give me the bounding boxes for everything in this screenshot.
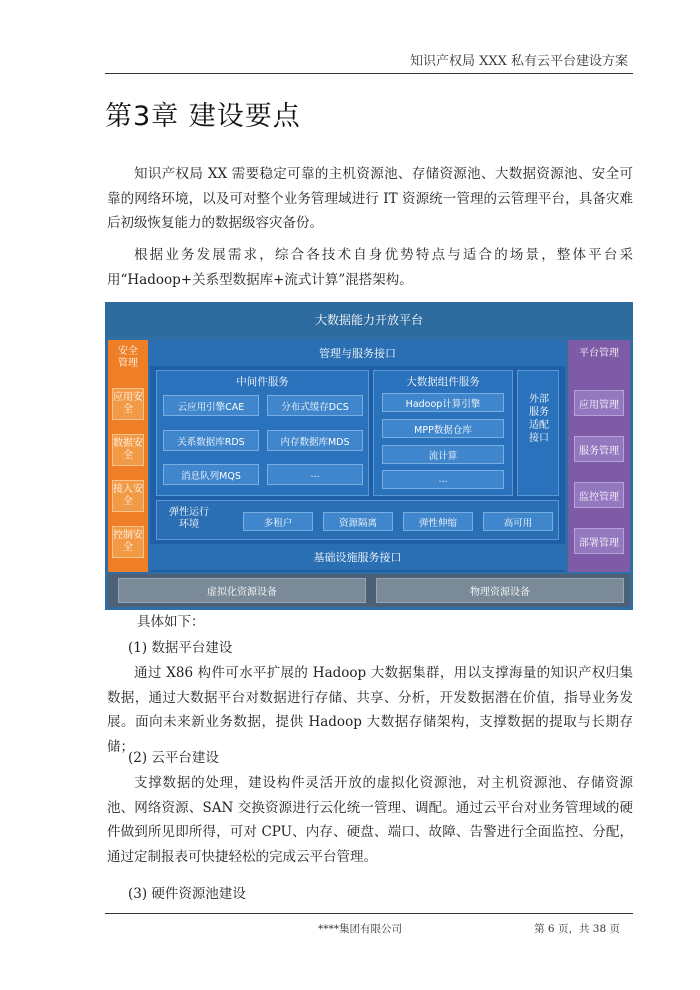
diagram-top-bar: 大数据能力开放平台 bbox=[105, 302, 633, 337]
elastic-item: 资源隔离 bbox=[323, 512, 393, 531]
chapter-title: 第3章 建设要点 bbox=[105, 101, 301, 132]
elastic-item: 多租户 bbox=[243, 512, 313, 531]
security-management-title: 安全管理 bbox=[118, 346, 138, 369]
bigdata-item: Hadoop计算引擎 bbox=[382, 393, 504, 412]
bigdata-title: 大数据组件服务 bbox=[406, 376, 480, 388]
middleware-item: ... bbox=[267, 464, 363, 485]
intro-line: 具体如下： bbox=[137, 614, 205, 630]
security-item: 控制安全 bbox=[112, 526, 144, 558]
section-heading-3: (3) 硬件资源池建设 bbox=[128, 886, 246, 902]
elastic-runtime-row bbox=[156, 500, 559, 540]
platform-management-column bbox=[568, 340, 630, 572]
platform-item: 部署管理 bbox=[574, 528, 624, 554]
elastic-item: 弹性伸缩 bbox=[403, 512, 473, 531]
architecture-diagram bbox=[105, 302, 633, 610]
platform-item: 应用管理 bbox=[574, 390, 624, 416]
elastic-item: 高可用 bbox=[483, 512, 553, 531]
bigdata-panel bbox=[373, 370, 513, 496]
management-service-interface: 管理与服务接口 bbox=[150, 340, 565, 366]
header-rule bbox=[105, 73, 633, 74]
platform-item: 服务管理 bbox=[574, 436, 624, 462]
external-adapter-label: 外部服务适配接口 bbox=[529, 394, 549, 444]
middleware-item: 关系数据库RDS bbox=[163, 430, 259, 451]
security-item: 应用安全 bbox=[112, 388, 144, 420]
bigdata-item: MPP数据仓库 bbox=[382, 419, 504, 438]
middleware-item: 分布式缓存DCS bbox=[267, 395, 363, 416]
middleware-item: 消息队列MQS bbox=[163, 464, 259, 485]
section-heading-1: (1) 数据平台建设 bbox=[128, 640, 233, 656]
security-item: 数据安全 bbox=[112, 434, 144, 466]
bigdata-item: 流计算 bbox=[382, 445, 504, 464]
physical-resource-devices: 物理资源设备 bbox=[376, 578, 624, 603]
page-header-title: 知识产权局 XXX 私有云平台建设方案 bbox=[409, 54, 628, 69]
platform-management-title: 平台管理 bbox=[579, 348, 619, 359]
middleware-panel bbox=[156, 370, 369, 496]
section-heading-2: (2) 云平台建设 bbox=[128, 750, 219, 766]
middle-area bbox=[150, 340, 565, 572]
middleware-item: 云应用引擎CAE bbox=[163, 395, 259, 416]
footer-rule bbox=[105, 913, 633, 914]
virtual-resource-devices: 虚拟化资源设备 bbox=[118, 578, 366, 603]
middleware-title: 中间件服务 bbox=[236, 376, 289, 388]
resource-devices-row bbox=[108, 574, 630, 607]
paragraph-1: 知识产权局 XX 需要稳定可靠的主机资源池、存储资源池、大数据资源池、安全可靠的网络环境，以及可对整个业务管理域进行 IT 资源统一管理的云管理平台，具备灾难后初级恢复能力的数据级容灾备份。 bbox=[107, 166, 633, 231]
footer-page-number: 第 6 页，共 38 页 bbox=[534, 923, 620, 935]
middleware-item: 内存数据库MDS bbox=[267, 430, 363, 451]
paragraph-2: 根据业务发展需求，综合各技术自身优势特点与适合的场景，整体平台采用“Hadoop+关系型数据库+流式计算”混搭架构。 bbox=[107, 247, 633, 288]
external-adapter-panel bbox=[517, 370, 559, 496]
footer-company: ****集团有限公司 bbox=[318, 923, 402, 935]
infrastructure-service-interface: 基础设施服务接口 bbox=[150, 544, 565, 570]
security-item: 接入安全 bbox=[112, 480, 144, 512]
paragraph-4: 支撑数据的处理，建设构件灵活开放的虚拟化资源池，对主机资源池、存储资源池、网络资源、SAN 交换资源进行云化统一管理、调配。通过云平台对业务管理域的硬件做到所见即所得，可对 CPU、内存、硬盘、端口、故障、告警进行全面监控、分配，通过定制报表可快捷轻松的完成云平台管理。 bbox=[107, 775, 633, 865]
elastic-runtime-label: 弹性运行环境 bbox=[169, 507, 209, 530]
paragraph-3: 通过 X86 构件可水平扩展的 Hadoop 大数据集群，用以支撑海量的知识产权归集数据，通过大数据平台对数据进行存储、共享、分析，开发数据潜在价值，指导业务发展。面向未来新业务数据，提供 Hadoop 大数据存储架构，支撑数据的提取与长期存储； bbox=[107, 665, 633, 755]
security-management-column bbox=[108, 340, 148, 572]
bigdata-item: ... bbox=[382, 470, 504, 489]
platform-item: 监控管理 bbox=[574, 482, 624, 508]
